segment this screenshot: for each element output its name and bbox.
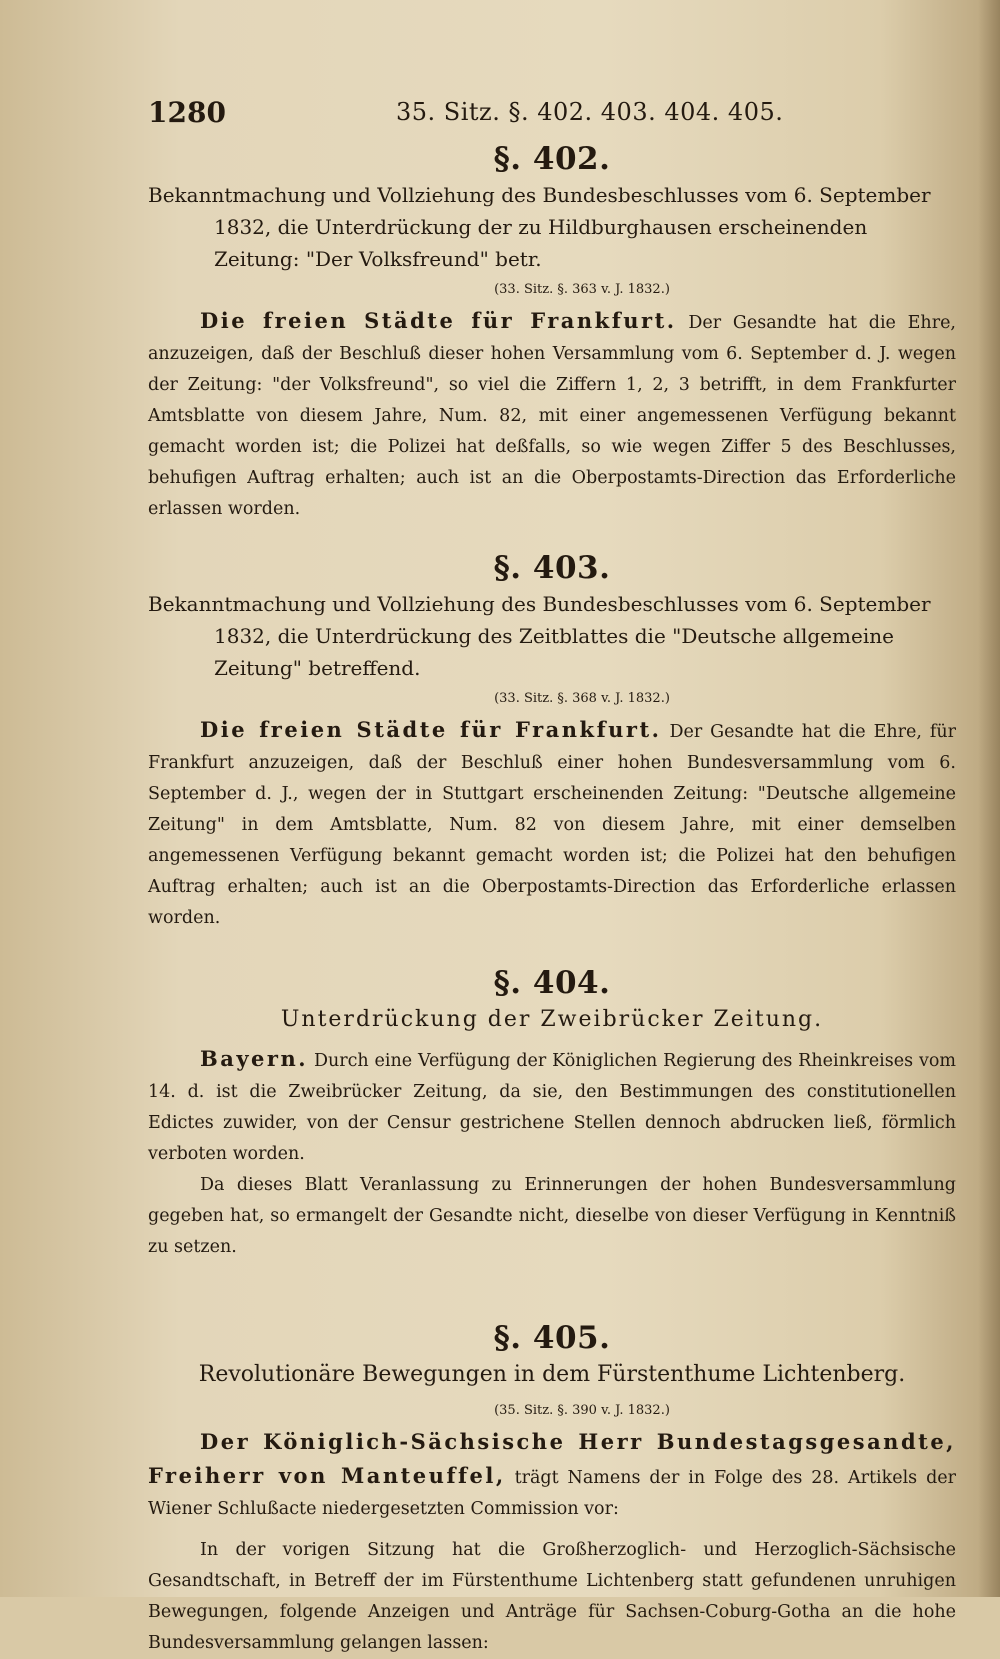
section-402-reference: (33. Sitz. §. 363 v. J. 1832.) <box>494 282 670 297</box>
section-404-title: Unterdrückung der Zweibrücker Zeitung. <box>280 1007 824 1032</box>
section-402-title: Bekanntmachung und Vollziehung des Bundesbeschlusses vom 6. September 1832, die Unterdrückung der zu Hildburghausen erscheinenden Zeitung: "Der Volksfreund" betr. <box>148 183 931 271</box>
section-402-body: Der Gesandte hat die Ehre, anzuzeigen, daß der Beschluß dieser hohen Versammlung vom 6. September d. J. wegen der Zeitung: "der Volksfreund", so viel die Ziffern 1, 2, 3 betrifft, in dem Frankfurter Amtsblatte von diesem Jahre, Num. 82, mit einer angemessenen Verfügung bekannt gemacht worden ist; die Polizei hat deßfalls, so wie wegen Ziffer 5 des Beschlusses, behufigen Auftrag erhalten; auch ist an die Oberpostamts-Direction das Erforderliche erlassen worden. <box>148 313 956 519</box>
page-number: 1280 <box>148 96 226 129</box>
section-402-paragraph <box>148 305 956 525</box>
section-404-paragraph-2: Da dieses Blatt Veranlassung zu Erinnerungen der hohen Bundesversammlung gegeben hat, so ermangelt der Gesandte nicht, dieselbe von dieser Verfügung in Kenntniß zu setzen. <box>148 1175 956 1257</box>
section-402-lead: Die freien Städte für Frankfurt. <box>200 308 677 333</box>
section-403-reference: (33. Sitz. §. 368 v. J. 1832.) <box>494 691 670 706</box>
section-403-paragraph <box>148 714 956 934</box>
section-404-lead: Bayern. <box>200 1046 309 1071</box>
section-404-paragraph <box>148 1043 956 1170</box>
section-405-paragraph <box>148 1426 956 1525</box>
section-405-body: trägt Namens der in Folge des 28. Artikels der Wiener Schlußacte niedergesetzten Commission vor: <box>148 1468 956 1519</box>
page-content <box>148 138 956 1659</box>
section-403-number: §. 403. <box>493 550 611 586</box>
section-403-title: Bekanntmachung und Vollziehung des Bundesbeschlusses vom 6. September 1832, die Unterdrückung des Zeitblattes die "Deutsche allgemeine Zeitung" betreffend. <box>148 592 931 680</box>
section-405-lead: Der Königlich-Sächsische Herr Bundestagsgesandte, Freiherr von Manteuffel, <box>148 1429 956 1488</box>
running-head: 35. Sitz. §. 402. 403. 404. 405. <box>396 98 784 126</box>
section-405-number: §. 405. <box>493 1320 611 1356</box>
section-405-reference: (35. Sitz. §. 390 v. J. 1832.) <box>494 1403 670 1418</box>
section-405-paragraph-2: In der vorigen Sitzung hat die Großherzoglich- und Herzoglich-Sächsische Gesandtschaft, in Betreff der im Fürstenthume Lichtenberg statt gefundenen unruhigen Bewegungen, folgende Anzeigen und Anträge für Sachsen-Coburg-Gotha an die hohe Bundesversammlung gelangen lassen: <box>148 1540 956 1653</box>
section-403-lead: Die freien Städte für Frankfurt. <box>200 717 662 742</box>
section-402-number: §. 402. <box>493 141 611 177</box>
page-header <box>148 96 938 136</box>
section-404-number: §. 404. <box>493 965 611 1001</box>
section-403-body: Der Gesandte hat die Ehre, für Frankfurt anzuzeigen, daß der Beschluß einer hohen Bundesversammlung vom 6. September d. J., wegen der in Stuttgart erscheinenden Zeitung: "Deutsche allgemeine Zeitung" in dem Amtsblatte, Num. 82 von diesem Jahre, mit einer demselben angemessenen Verfügung bekannt gemacht worden ist; die Polizei hat den behufigen Auftrag erhalten; auch ist an die Oberpostamts-Direction das Erforderliche erlassen worden. <box>148 722 956 928</box>
page-edge-shadow <box>978 0 1000 1597</box>
section-405-title: Revolutionäre Bewegungen in dem Fürstenthume Lichtenberg. <box>198 1362 906 1387</box>
section-404-body: Durch eine Verfügung der Königlichen Regierung des Rheinkreises vom 14. d. ist die Zweibrücker Zeitung, da sie, den Bestimmungen des constitutionellen Edictes zuwider, von der Censur gestrichene Stellen dennoch abdrucken ließ, förmlich verboten worden. <box>148 1051 956 1164</box>
